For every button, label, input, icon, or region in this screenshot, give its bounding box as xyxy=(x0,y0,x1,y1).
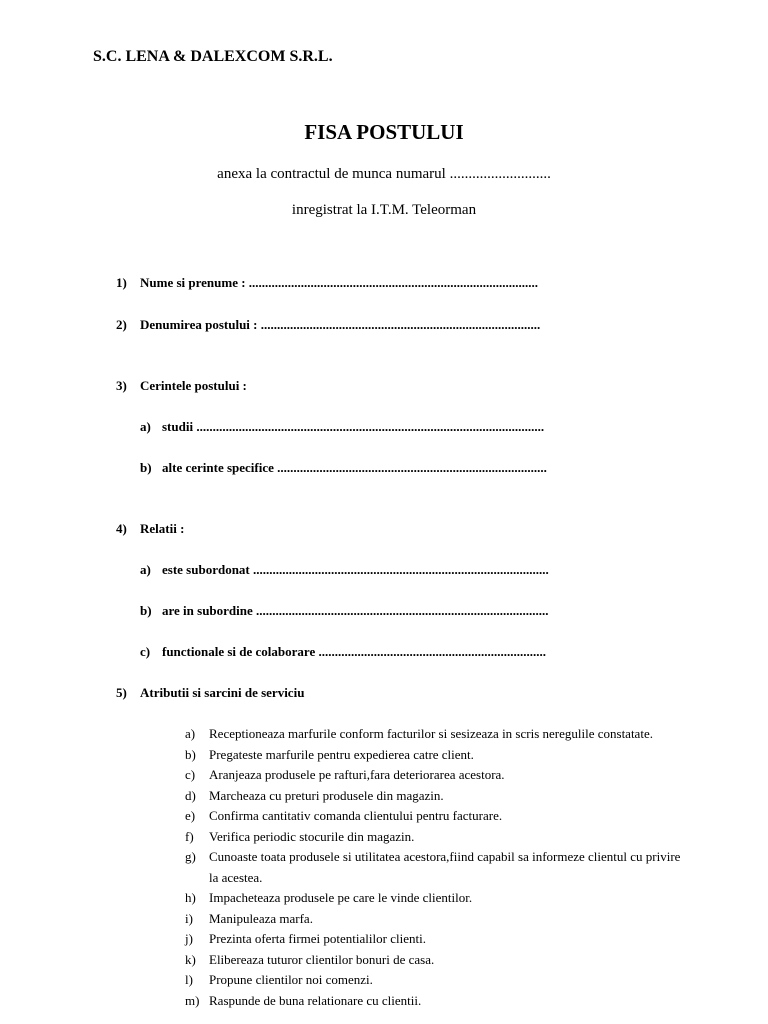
list-item xyxy=(185,745,685,766)
subsection-text: alte cerinte specifice ................................................................................... xyxy=(162,460,547,475)
subsection-text: are in subordine .......................................................................................... xyxy=(162,603,549,618)
list-item xyxy=(185,909,685,930)
item-text: Elibereaza tuturor clientilor bonuri de casa. xyxy=(209,951,435,967)
item-letter: k) xyxy=(185,951,196,967)
list-item xyxy=(185,950,685,971)
item-letter: d) xyxy=(185,787,196,803)
item-letter: b) xyxy=(185,746,196,762)
section-number: 3) xyxy=(116,378,127,393)
list-item xyxy=(185,765,685,786)
duties-list xyxy=(185,724,685,1011)
item-letter: g) xyxy=(185,849,196,864)
list-item xyxy=(185,888,685,909)
item-text: Manipuleaza marfa. xyxy=(209,910,313,926)
section-text: Atributii si sarcini de serviciu xyxy=(140,685,305,700)
item-text: Verifica periodic stocurile din magazin. xyxy=(209,828,415,844)
section-number: 5) xyxy=(116,685,127,700)
item-letter: i) xyxy=(185,910,193,926)
item-text: Confirma cantitativ comanda clientului pentru facturare. xyxy=(209,808,503,823)
item-text: Pregateste marfurile pentru expedierea catre client. xyxy=(209,746,474,762)
list-item xyxy=(185,806,685,827)
item-text: Impacheteaza produsele pe care le vinde clientilor. xyxy=(209,890,473,905)
subsection-text: functionale si de colaborare ...................................................................... xyxy=(162,644,546,659)
item-letter: m) xyxy=(185,992,200,1008)
list-item xyxy=(185,724,685,745)
item-text: Aranjeaza produsele pe rafturi,fara deteriorarea acestora. xyxy=(209,767,505,782)
list-item xyxy=(185,847,685,888)
subsection-other-requirements xyxy=(140,460,547,476)
section-number: 2) xyxy=(116,317,127,332)
section-duties xyxy=(116,685,304,701)
item-text: Prezinta oferta firmei potentialilor clienti. xyxy=(209,931,426,946)
item-text: Marcheaza cu preturi produsele din magazin. xyxy=(209,787,444,803)
company-name: S.C. LENA & DALEXCOM S.R.L. xyxy=(93,48,333,65)
subsection-subordinate-to xyxy=(140,562,549,578)
section-text: Relatii : xyxy=(140,521,185,536)
section-text: Cerintele postului : xyxy=(140,378,247,393)
list-item xyxy=(185,970,685,991)
section-name xyxy=(116,275,538,291)
item-letter: e) xyxy=(185,808,196,823)
subsection-functional-relations xyxy=(140,644,546,660)
section-relations xyxy=(116,521,184,537)
item-letter: h) xyxy=(185,890,196,905)
item-text: Propune clientilor noi comenzi. xyxy=(209,972,373,987)
subsection-subordinates xyxy=(140,603,549,619)
list-item xyxy=(185,786,685,807)
item-letter: c) xyxy=(185,767,196,782)
subsection-studies xyxy=(140,419,544,435)
list-item xyxy=(185,929,685,950)
subsection-letter: b) xyxy=(140,460,152,475)
item-letter: a) xyxy=(185,726,196,741)
subsection-text: este subordonat ........................................................................................... xyxy=(162,562,549,577)
contract-annex-line: anexa la contractul de munca numarul ........................... xyxy=(217,166,551,182)
section-text: Nume si prenume : ......................................................................................... xyxy=(140,275,539,290)
section-number: 4) xyxy=(116,521,127,536)
section-job-title xyxy=(116,317,540,333)
section-text: Denumirea postului : ...................................................................................... xyxy=(140,317,541,332)
section-requirements xyxy=(116,378,247,394)
subsection-letter: b) xyxy=(140,603,152,618)
itm-registration-line: inregistrat la I.T.M. Teleorman xyxy=(291,202,477,218)
item-text: Cunoaste toata produsele si utilitatea acestora,fiind capabil sa informeze clientul cu privire la acestea. xyxy=(209,849,681,885)
item-text: Raspunde de buna relationare cu clientii. xyxy=(209,992,422,1008)
item-letter: f) xyxy=(185,828,194,844)
subsection-letter: a) xyxy=(140,562,151,577)
subsection-text: studii ........................................................................................................... xyxy=(162,419,545,434)
item-letter: l) xyxy=(185,972,193,987)
subsection-letter: c) xyxy=(140,644,151,659)
item-text: Receptioneaza marfurile conform facturilor si sesizeaza in scris neregulile constatate. xyxy=(209,726,653,741)
list-item xyxy=(185,991,685,1012)
section-number: 1) xyxy=(116,275,127,290)
document-title: FISA POSTULUI xyxy=(304,120,464,144)
list-item xyxy=(185,827,685,848)
item-letter: j) xyxy=(185,931,193,946)
subsection-letter: a) xyxy=(140,419,151,434)
